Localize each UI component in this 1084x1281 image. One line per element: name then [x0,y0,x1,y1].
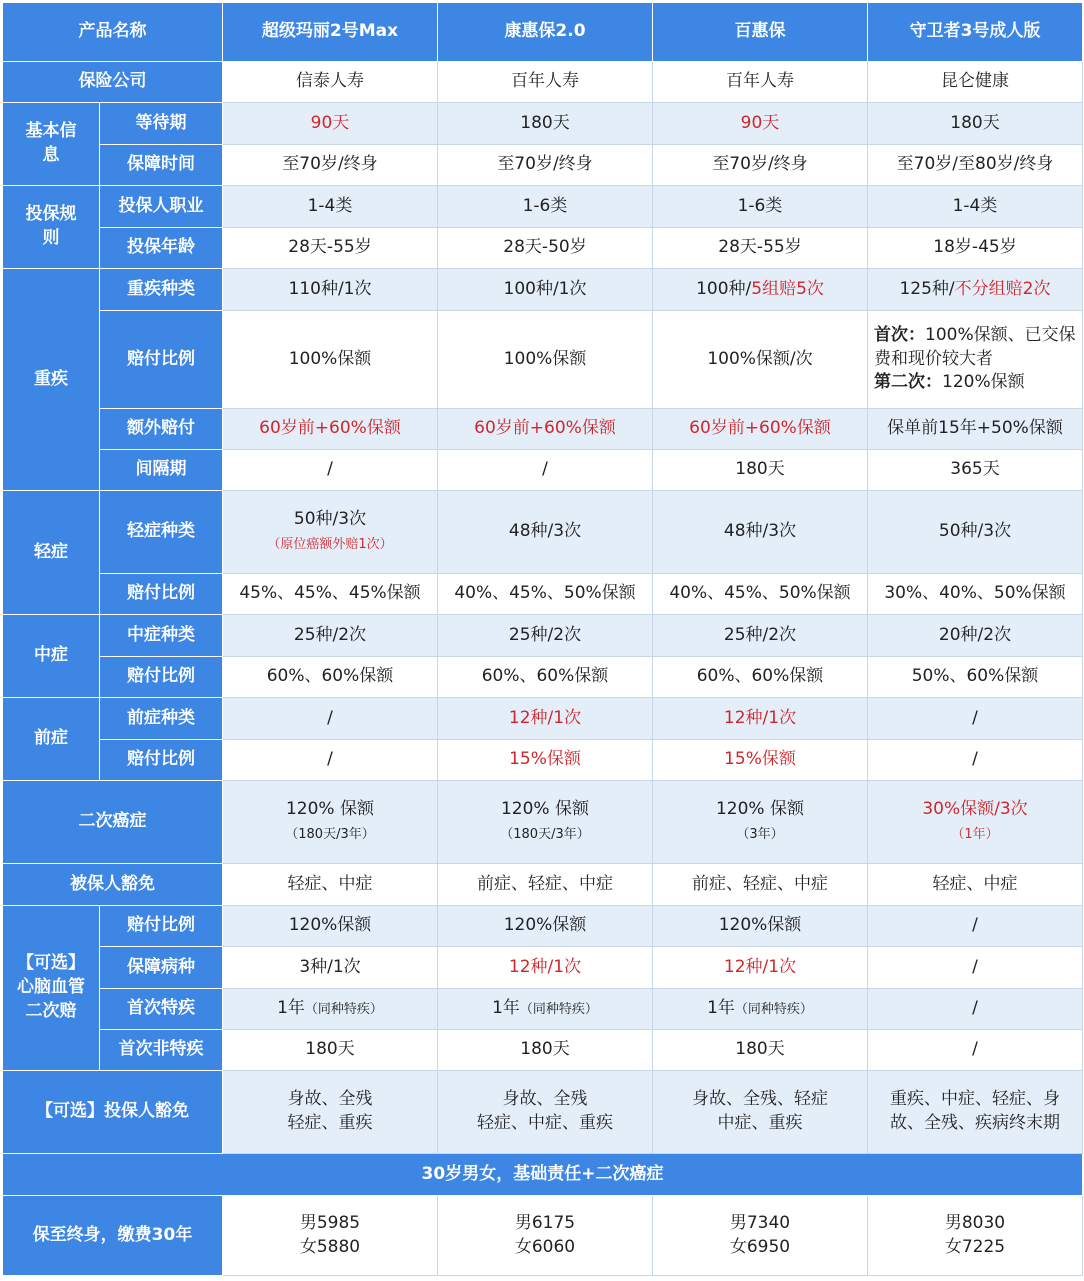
group-rules: 投保规则 [3,186,100,269]
holder-waiver-line2: 轻症、中症、重疾 [477,1113,613,1133]
price-row [3,1196,1083,1276]
pre-ratio-value: / [223,740,438,781]
cardio-first-same-value [653,989,868,1030]
pre-types-value: 12种/1次 [653,698,868,740]
cardio-group-line2: 心脑血管 [17,977,85,998]
waiting-value: 180天 [868,103,1083,145]
price-female: 女6950 [729,1236,791,1257]
company-value: 百年人寿 [438,62,653,103]
holder-waiver-value [438,1071,653,1154]
cancer2-sub: （3年） [736,827,784,842]
waiver-value: 前症、轻症、中症 [438,864,653,906]
age-label: 投保年龄 [100,228,223,269]
cardio-first-same-row [3,989,1083,1030]
comparison-table [2,2,1083,1276]
term-value: 至70岁/终身 [653,145,868,186]
cardio-first-diff-value: 180天 [438,1030,653,1071]
first-same-note: （同种特疾） [304,1002,383,1018]
critical-types-count: 100种/ [696,278,752,299]
price-male: 男8030 [944,1212,1006,1233]
critical-types-highlight: 不分组赔2次 [954,278,1051,299]
moderate-types-value: 25种/2次 [438,615,653,657]
group-critical: 重疾 [3,269,100,491]
mild-types-label: 轻症种类 [100,491,223,574]
mild-ratio-value: 30%、40%、50%保额 [868,574,1083,615]
holder-waiver-label: 【可选】投保人豁免 [3,1071,223,1154]
mild-types-value: 50种/3次 [868,491,1083,574]
cancer2-row [3,781,1083,864]
critical-types-label: 重疾种类 [100,269,223,311]
price-male: 男7340 [729,1212,791,1233]
extra-value: 60岁前+60%保额 [653,409,868,450]
first-claim-label: 首次： [874,324,925,345]
waiver-value: 前症、轻症、中症 [653,864,868,906]
mild-ratio-label: 赔付比例 [100,574,223,615]
price-banner-row [3,1154,1083,1196]
pre-ratio-row [3,740,1083,781]
holder-waiver-line2: 轻症、重疾 [287,1113,373,1133]
waiver-value: 轻症、中症 [223,864,438,906]
price-value [868,1196,1083,1276]
occupation-value: 1-6类 [438,186,653,228]
company-value: 百年人寿 [653,62,868,103]
interval-value: / [438,450,653,491]
first-same-period: 1年 [707,998,735,1019]
cancer2-value [653,781,868,864]
price-label: 保至终身，缴费30年 [3,1196,223,1276]
cancer2-main: 120% 保额 [715,799,804,820]
age-value: 28天-50岁 [438,228,653,269]
critical-ratio-value: 100%保额/次 [653,311,868,409]
extra-value: 60岁前+60%保额 [223,409,438,450]
age-row [3,228,1083,269]
interval-row [3,450,1083,491]
occupation-label: 投保人职业 [100,186,223,228]
holder-waiver-value [653,1071,868,1154]
cardio-diseases-value: 12种/1次 [438,947,653,989]
group-cardio [3,906,100,1071]
cardio-first-diff-value: 180天 [653,1030,868,1071]
mild-types-note: （原位癌额外赔1次） [267,537,393,552]
cancer2-main: 30%保额/3次 [922,799,1028,820]
cardio-first-diff-value: / [868,1030,1083,1071]
pre-ratio-value: / [868,740,1083,781]
cardio-diseases-value: 12种/1次 [653,947,868,989]
cancer2-value [868,781,1083,864]
holder-waiver-line1: 身故、全残 [287,1089,373,1110]
cancer2-label: 二次癌症 [3,781,223,864]
critical-ratio-label: 赔付比例 [100,311,223,409]
occupation-value: 1-4类 [868,186,1083,228]
moderate-ratio-value: 50%、60%保额 [868,657,1083,698]
waiver-label: 被保人豁免 [3,864,223,906]
mild-types-value: 48种/3次 [653,491,868,574]
moderate-types-value: 25种/2次 [653,615,868,657]
header-row [3,3,1083,62]
critical-types-value: 100种/1次 [438,269,653,311]
pre-types-value: / [868,698,1083,740]
holder-waiver-value [223,1071,438,1154]
header-product-name: 产品名称 [3,3,223,62]
waiver-value: 轻症、中症 [868,864,1083,906]
holder-waiver-line2: 故、全残、疾病终末期 [890,1113,1060,1133]
mild-ratio-value: 45%、45%、45%保额 [223,574,438,615]
holder-waiver-line1: 身故、全残、轻症 [692,1089,828,1110]
waiting-value: 90天 [653,103,868,145]
occupation-row [3,186,1083,228]
price-value [438,1196,653,1276]
cardio-first-diff-row [3,1030,1083,1071]
company-value: 昆仑健康 [868,62,1083,103]
cancer2-sub: （1年） [951,827,999,842]
extra-label: 额外赔付 [100,409,223,450]
cardio-first-same-value: / [868,989,1083,1030]
critical-ratio-value [868,311,1083,409]
cardio-ratio-value: 120%保额 [438,906,653,947]
cancer2-main: 120% 保额 [285,799,374,820]
term-row [3,145,1083,186]
company-label: 保险公司 [3,62,223,103]
extra-value: 保单前15年+50%保额 [868,409,1083,450]
critical-types-value [653,269,868,311]
cardio-ratio-value: / [868,906,1083,947]
cardio-group-line1: 【可选】 [17,953,85,974]
price-value [653,1196,868,1276]
pre-types-label: 前症种类 [100,698,223,740]
interval-label: 间隔期 [100,450,223,491]
occupation-value: 1-4类 [223,186,438,228]
pre-types-row [3,698,1083,740]
pre-types-value: 12种/1次 [438,698,653,740]
group-mild: 轻症 [3,491,100,615]
critical-types-count: 125种/ [899,278,955,299]
header-product-4: 守卫者3号成人版 [868,3,1083,62]
waiting-value: 180天 [438,103,653,145]
price-banner: 30岁男女，基础责任+二次癌症 [3,1154,1083,1196]
cardio-diseases-row [3,947,1083,989]
price-female: 女7225 [944,1236,1006,1257]
cardio-ratio-label: 赔付比例 [100,906,223,947]
extra-row [3,409,1083,450]
extra-value: 60岁前+60%保额 [438,409,653,450]
pre-ratio-value: 15%保额 [653,740,868,781]
critical-types-value: 110种/1次 [223,269,438,311]
cardio-first-same-value [438,989,653,1030]
price-female: 女5880 [299,1236,361,1257]
first-claim-text: 100%保额、已交保费和现价较大者 [874,324,1076,369]
second-claim-text: 120%保额 [942,372,1025,393]
interval-value: 365天 [868,450,1083,491]
holder-waiver-value [868,1071,1083,1154]
cancer2-sub: （180天/3年） [500,827,590,842]
mild-types-value [223,491,438,574]
company-row [3,62,1083,103]
moderate-ratio-label: 赔付比例 [100,657,223,698]
mild-types-value: 48种/3次 [438,491,653,574]
cardio-ratio-row [3,906,1083,947]
age-value: 28天-55岁 [223,228,438,269]
cardio-group-line3: 二次赔 [25,1000,77,1021]
age-value: 18岁-45岁 [868,228,1083,269]
interval-value: / [223,450,438,491]
term-value: 至70岁/终身 [438,145,653,186]
mild-types-row [3,491,1083,574]
header-product-3: 百惠保 [653,3,868,62]
header-product-2: 康惠保2.0 [438,3,653,62]
mild-ratio-value: 40%、45%、50%保额 [653,574,868,615]
moderate-types-value: 25种/2次 [223,615,438,657]
cardio-ratio-value: 120%保额 [653,906,868,947]
cancer2-value [223,781,438,864]
critical-types-value [868,269,1083,311]
first-same-period: 1年 [492,998,520,1019]
pre-ratio-value: 15%保额 [438,740,653,781]
holder-waiver-line1: 身故、全残 [502,1089,588,1110]
cancer2-main: 120% 保额 [500,799,589,820]
moderate-types-label: 中症种类 [100,615,223,657]
mild-types-count: 50种/3次 [293,509,367,530]
cardio-diseases-label: 保障病种 [100,947,223,989]
cardio-diseases-value: / [868,947,1083,989]
mild-ratio-value: 40%、45%、50%保额 [438,574,653,615]
price-female: 女6060 [514,1236,576,1257]
cardio-first-diff-label: 首次非特疾 [100,1030,223,1071]
mild-ratio-row [3,574,1083,615]
critical-types-highlight: 5组赔5次 [751,278,824,299]
moderate-types-row [3,615,1083,657]
cardio-first-same-value [223,989,438,1030]
first-same-note: （同种特疾） [734,1002,813,1018]
moderate-ratio-row [3,657,1083,698]
pre-types-value: / [223,698,438,740]
moderate-types-value: 20种/2次 [868,615,1083,657]
age-value: 28天-55岁 [653,228,868,269]
cardio-diseases-value: 3种/1次 [223,947,438,989]
interval-value: 180天 [653,450,868,491]
waiver-row [3,864,1083,906]
cardio-first-same-label: 首次特疾 [100,989,223,1030]
moderate-ratio-value: 60%、60%保额 [438,657,653,698]
group-basic-info: 基本信息 [3,103,100,186]
price-male: 男6175 [514,1212,576,1233]
waiting-label: 等待期 [100,103,223,145]
waiting-value: 90天 [223,103,438,145]
occupation-value: 1-6类 [653,186,868,228]
moderate-ratio-value: 60%、60%保额 [223,657,438,698]
cancer2-sub: （180天/3年） [285,827,375,842]
term-value: 至70岁/至80岁/终身 [868,145,1083,186]
cardio-first-diff-value: 180天 [223,1030,438,1071]
second-claim-label: 第二次： [874,372,942,393]
group-pre: 前症 [3,698,100,781]
holder-waiver-row [3,1071,1083,1154]
company-value: 信泰人寿 [223,62,438,103]
first-same-note: （同种特疾） [519,1002,598,1018]
holder-waiver-line2: 中症、重疾 [717,1113,803,1133]
holder-waiver-line1: 重疾、中症、轻症、身 [890,1089,1060,1110]
critical-ratio-value: 100%保额 [438,311,653,409]
cardio-ratio-value: 120%保额 [223,906,438,947]
critical-types-row [3,269,1083,311]
pre-ratio-label: 赔付比例 [100,740,223,781]
critical-ratio-value: 100%保额 [223,311,438,409]
price-male: 男5985 [299,1212,361,1233]
moderate-ratio-value: 60%、60%保额 [653,657,868,698]
waiting-row [3,103,1083,145]
first-same-period: 1年 [277,998,305,1019]
term-value: 至70岁/终身 [223,145,438,186]
header-product-1: 超级玛丽2号Max [223,3,438,62]
cancer2-value [438,781,653,864]
price-value [223,1196,438,1276]
critical-ratio-row [3,311,1083,409]
term-label: 保障时间 [100,145,223,186]
group-moderate: 中症 [3,615,100,698]
